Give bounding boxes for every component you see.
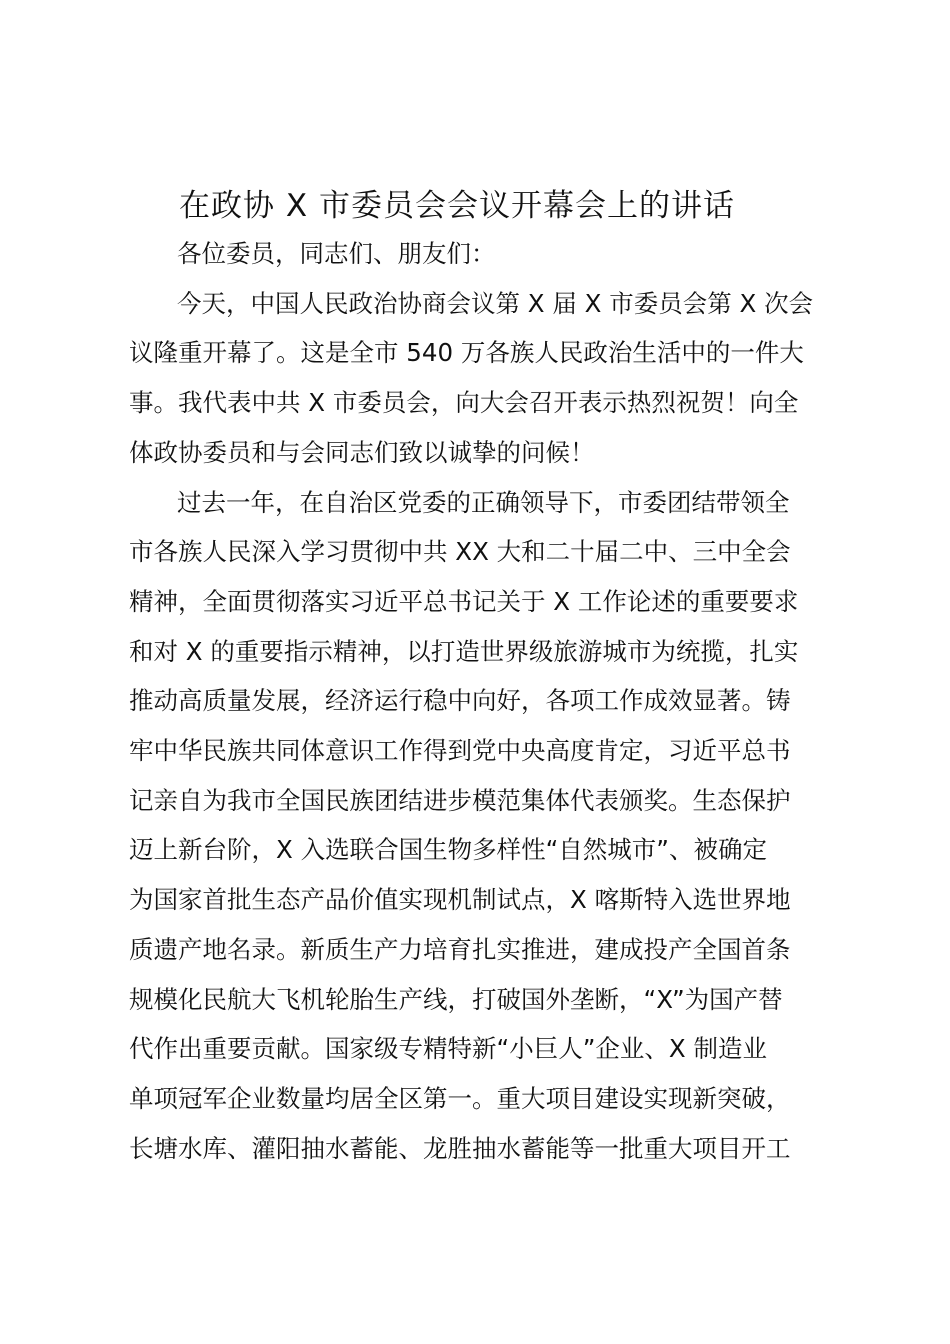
document-page [129, 183, 833, 1173]
text-line: 议隆重开幕了。这是全市 540 万各族人民政治生活中的一件大 [129, 338, 804, 368]
text-line: 单项冠军企业数量均居全区第一。重大项目建设实现新突破， [129, 1083, 791, 1113]
text-line: 事。我代表中共 X 市委员会，向大会召开表示热烈祝贺！向全 [129, 388, 799, 418]
salutation: 各位委员，同志们、朋友们： [177, 239, 496, 268]
document-title: 在政协 X 市委员会会议开幕会上的讲话 [179, 188, 735, 224]
text-line: 代作出重要贡献。国家级专精特新“小巨人”企业、X 制造业 [129, 1034, 767, 1064]
text-line: 规模化民航大飞机轮胎生产线，打破国外垄断，“X”为国产替 [129, 984, 783, 1014]
text-line: 体政协委员和与会同志们致以诚挚的问候！ [129, 437, 595, 467]
text-line: 今天，中国人民政治协商会议第 X 届 X 市委员会第 X 次会 [177, 288, 814, 318]
text-line: 质遗产地名录。新质生产力培育扎实推进，建成投产全国首条 [129, 934, 791, 964]
text-line: 迈上新台阶，X 入选联合国生物多样性“自然城市”、被确定 [129, 835, 767, 865]
text-line: 市各族人民深入学习贯彻中共 XX 大和二十届二中、三中全会 [129, 537, 791, 567]
text-line: 和对 X 的重要指示精神，以打造世界级旅游城市为统揽，扎实 [129, 636, 799, 666]
text-line: 记亲自为我市全国民族团结进步模范集体代表颁奖。生态保护 [129, 785, 791, 815]
text-line: 长塘水库、灌阳抽水蓄能、龙胜抽水蓄能等一批重大项目开工 [129, 1133, 791, 1163]
text-line: 推动高质量发展，经济运行稳中向好，各项工作成效显著。铸 [129, 686, 791, 716]
text-line: 为国家首批生态产品价值实现机制试点，X 喀斯特入选世界地 [129, 885, 791, 915]
text-line: 精神，全面贯彻落实习近平总书记关于 X 工作论述的重要要求 [129, 586, 799, 616]
text-line: 过去一年，在自治区党委的正确领导下，市委团结带领全 [177, 487, 790, 517]
paragraph-2 [129, 478, 833, 1174]
paragraph-1 [129, 279, 833, 478]
text-line: 牢中华民族共同体意识工作得到党中央高度肯定，习近平总书 [129, 736, 791, 766]
